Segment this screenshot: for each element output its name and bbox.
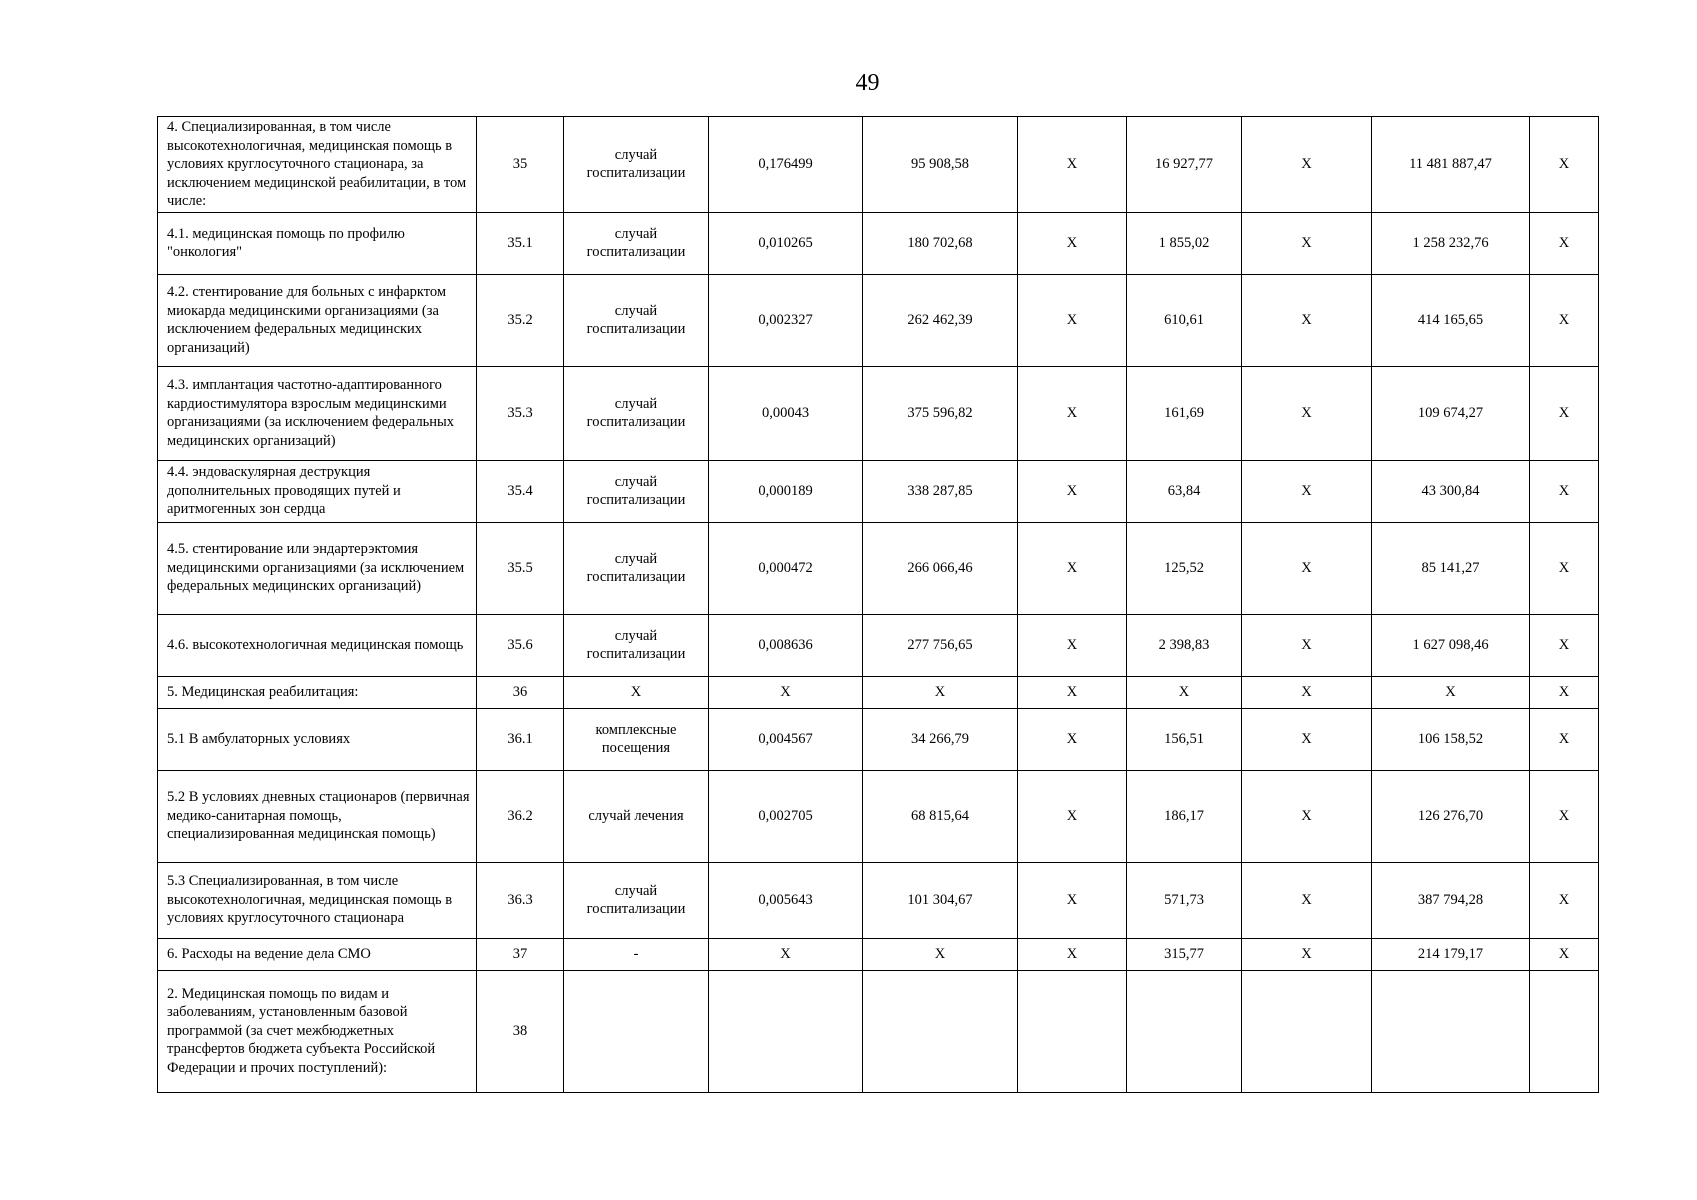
- cell-c7: X: [1530, 862, 1599, 938]
- cell-c4: [1127, 970, 1242, 1092]
- cell-unit: [564, 970, 709, 1092]
- cell-c4: 16 927,77: [1127, 117, 1242, 213]
- cell-c3: X: [1018, 522, 1127, 614]
- table-row: [158, 614, 1599, 676]
- cell-c3: X: [1018, 212, 1127, 274]
- cell-num: 36.3: [477, 862, 564, 938]
- cell-c4: 2 398,83: [1127, 614, 1242, 676]
- table-row: [158, 938, 1599, 970]
- cell-num: 38: [477, 970, 564, 1092]
- cell-c1: 0,000472: [709, 522, 863, 614]
- cell-name: 4.4. эндоваскулярная деструкция дополнительных проводящих путей и аритмогенных зон сердца: [158, 460, 477, 522]
- cell-name: 5.2 В условиях дневных стационаров (первичная медико-санитарная помощь, специализированная медицинская помощь): [158, 770, 477, 862]
- cell-name: 4. Специализированная, в том числе высокотехнологичная, медицинская помощь в условиях круглосуточного стационара, за исключением медицинской реабилитации, в том числе:: [158, 117, 477, 213]
- cell-name: 5.1 В амбулаторных условиях: [158, 708, 477, 770]
- cell-c6: 214 179,17: [1372, 938, 1530, 970]
- cell-c3: X: [1018, 460, 1127, 522]
- cell-name: 4.3. имплантация частотно-адаптированного кардиостимулятора взрослым медицинскими организациями (за исключением федеральных медицинских организаций): [158, 366, 477, 460]
- cell-c3: X: [1018, 366, 1127, 460]
- cell-c7: X: [1530, 770, 1599, 862]
- cell-c3: X: [1018, 938, 1127, 970]
- cell-name: 5. Медицинская реабилитация:: [158, 676, 477, 708]
- cell-c6: 414 165,65: [1372, 274, 1530, 366]
- cell-c5: X: [1242, 522, 1372, 614]
- table-row: [158, 862, 1599, 938]
- cell-c1: X: [709, 938, 863, 970]
- cell-c5: X: [1242, 938, 1372, 970]
- cell-c2: 266 066,46: [863, 522, 1018, 614]
- cell-c5: X: [1242, 614, 1372, 676]
- cell-name: 4.1. медицинская помощь по профилю "онкология": [158, 212, 477, 274]
- cell-num: 35.4: [477, 460, 564, 522]
- cell-unit: случай госпитализации: [564, 862, 709, 938]
- cell-c4: 125,52: [1127, 522, 1242, 614]
- cell-unit: X: [564, 676, 709, 708]
- cell-unit: случай госпитализации: [564, 460, 709, 522]
- cell-c5: X: [1242, 117, 1372, 213]
- cell-name: 4.2. стентирование для больных с инфарктом миокарда медицинскими организациями (за исключением федеральных медицинских организаций): [158, 274, 477, 366]
- cell-num: 37: [477, 938, 564, 970]
- cell-c7: [1530, 970, 1599, 1092]
- cell-c1: 0,002705: [709, 770, 863, 862]
- cell-c6: [1372, 970, 1530, 1092]
- cell-c2: 101 304,67: [863, 862, 1018, 938]
- cell-c2: 277 756,65: [863, 614, 1018, 676]
- cell-unit: случай госпитализации: [564, 614, 709, 676]
- cell-c1: 0,176499: [709, 117, 863, 213]
- cell-c6: 109 674,27: [1372, 366, 1530, 460]
- cell-c1: 0,010265: [709, 212, 863, 274]
- cell-c7: X: [1530, 938, 1599, 970]
- table-row: [158, 274, 1599, 366]
- cell-c7: X: [1530, 676, 1599, 708]
- cell-c7: X: [1530, 212, 1599, 274]
- cell-c1: 0,008636: [709, 614, 863, 676]
- cell-name: 5.3 Специализированная, в том числе высокотехнологичная, медицинская помощь в условиях круглосуточного стационара: [158, 862, 477, 938]
- cell-c2: 338 287,85: [863, 460, 1018, 522]
- cell-unit: случай госпитализации: [564, 274, 709, 366]
- cell-c7: X: [1530, 522, 1599, 614]
- cell-c4: 571,73: [1127, 862, 1242, 938]
- table-row: [158, 970, 1599, 1092]
- cell-num: 35.1: [477, 212, 564, 274]
- cell-c4: 156,51: [1127, 708, 1242, 770]
- cell-c1: 0,004567: [709, 708, 863, 770]
- cell-c2: 180 702,68: [863, 212, 1018, 274]
- cell-num: 36.1: [477, 708, 564, 770]
- table-row: [158, 460, 1599, 522]
- cell-c5: X: [1242, 366, 1372, 460]
- cell-c3: X: [1018, 614, 1127, 676]
- cell-c7: X: [1530, 614, 1599, 676]
- cell-c3: X: [1018, 862, 1127, 938]
- cell-c2: 262 462,39: [863, 274, 1018, 366]
- cell-unit: случай госпитализации: [564, 117, 709, 213]
- cell-c7: X: [1530, 274, 1599, 366]
- table-row: [158, 212, 1599, 274]
- cell-c4: 161,69: [1127, 366, 1242, 460]
- table-row: [158, 366, 1599, 460]
- cell-name: 4.5. стентирование или эндартерэктомия медицинскими организациями (за исключением федеральных медицинских организаций): [158, 522, 477, 614]
- cell-name: 6. Расходы на ведение дела СМО: [158, 938, 477, 970]
- cell-num: 36.2: [477, 770, 564, 862]
- table-row: [158, 117, 1599, 213]
- cell-c6: X: [1372, 676, 1530, 708]
- cell-c3: X: [1018, 117, 1127, 213]
- cell-c1: [709, 970, 863, 1092]
- cell-c2: 95 908,58: [863, 117, 1018, 213]
- cell-name: 4.6. высокотехнологичная медицинская помощь: [158, 614, 477, 676]
- data-table: [157, 116, 1599, 1093]
- cell-c6: 43 300,84: [1372, 460, 1530, 522]
- cell-c3: X: [1018, 274, 1127, 366]
- cell-c6: 1 258 232,76: [1372, 212, 1530, 274]
- page-number: 49: [855, 70, 880, 96]
- cell-c2: 68 815,64: [863, 770, 1018, 862]
- cell-num: 35.5: [477, 522, 564, 614]
- cell-c2: 34 266,79: [863, 708, 1018, 770]
- cell-c2: 375 596,82: [863, 366, 1018, 460]
- cell-num: 35.6: [477, 614, 564, 676]
- cell-c7: X: [1530, 366, 1599, 460]
- cell-c6: 85 141,27: [1372, 522, 1530, 614]
- cell-unit: случай госпитализации: [564, 522, 709, 614]
- cell-name: 2. Медицинская помощь по видам и заболеваниям, установленным базовой программой (за счет межбюджетных трансфертов бюджета субъекта Российской Федерации и прочих поступлений):: [158, 970, 477, 1092]
- cell-c7: X: [1530, 708, 1599, 770]
- table-row: [158, 676, 1599, 708]
- cell-c2: X: [863, 676, 1018, 708]
- cell-unit: случай лечения: [564, 770, 709, 862]
- cell-c3: [1018, 970, 1127, 1092]
- cell-c6: 11 481 887,47: [1372, 117, 1530, 213]
- cell-c3: X: [1018, 770, 1127, 862]
- cell-c2: [863, 970, 1018, 1092]
- cell-c1: 0,005643: [709, 862, 863, 938]
- cell-c5: X: [1242, 708, 1372, 770]
- cell-c1: 0,002327: [709, 274, 863, 366]
- cell-c2: X: [863, 938, 1018, 970]
- cell-c5: X: [1242, 274, 1372, 366]
- cell-unit: случай госпитализации: [564, 212, 709, 274]
- cell-c1: 0,000189: [709, 460, 863, 522]
- cell-c5: X: [1242, 676, 1372, 708]
- cell-c3: X: [1018, 708, 1127, 770]
- cell-c7: X: [1530, 460, 1599, 522]
- cell-unit: случай госпитализации: [564, 366, 709, 460]
- cell-c4: 186,17: [1127, 770, 1242, 862]
- cell-c4: 315,77: [1127, 938, 1242, 970]
- cell-unit: комплексные посещения: [564, 708, 709, 770]
- cell-num: 36: [477, 676, 564, 708]
- cell-c5: [1242, 970, 1372, 1092]
- cell-c6: 387 794,28: [1372, 862, 1530, 938]
- cell-c3: X: [1018, 676, 1127, 708]
- cell-c4: 610,61: [1127, 274, 1242, 366]
- table-row: [158, 522, 1599, 614]
- cell-c1: 0,00043: [709, 366, 863, 460]
- cell-c6: 126 276,70: [1372, 770, 1530, 862]
- cell-unit: -: [564, 938, 709, 970]
- cell-c4: 1 855,02: [1127, 212, 1242, 274]
- table-row: [158, 708, 1599, 770]
- cell-c6: 106 158,52: [1372, 708, 1530, 770]
- table-row: [158, 770, 1599, 862]
- cell-c6: 1 627 098,46: [1372, 614, 1530, 676]
- cell-c5: X: [1242, 770, 1372, 862]
- cell-c4: X: [1127, 676, 1242, 708]
- cell-num: 35: [477, 117, 564, 213]
- cell-c1: X: [709, 676, 863, 708]
- cell-num: 35.2: [477, 274, 564, 366]
- cell-c5: X: [1242, 460, 1372, 522]
- cell-c5: X: [1242, 212, 1372, 274]
- cell-c4: 63,84: [1127, 460, 1242, 522]
- cell-c5: X: [1242, 862, 1372, 938]
- cell-num: 35.3: [477, 366, 564, 460]
- cell-c7: X: [1530, 117, 1599, 213]
